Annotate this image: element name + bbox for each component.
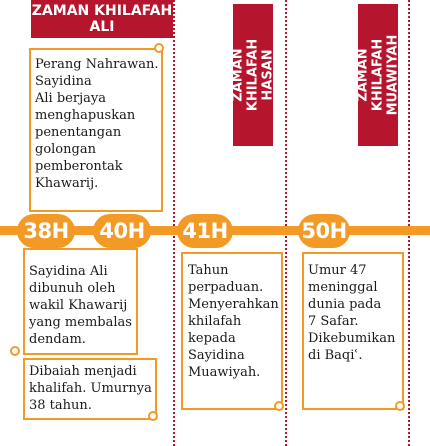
divider-ali-hasan: [173, 0, 175, 446]
era-header-muawiyah: [355, 4, 401, 146]
era-header-hasan: [230, 4, 276, 146]
event-box-hasan-death-marker: [395, 401, 405, 411]
event-text-hasan-peace: Tahun perpaduan. Menyerahkan khilafah kepada Sayidina Muawiyah.: [188, 263, 279, 380]
event-box-hasan-peace-marker: [274, 401, 284, 411]
era-header-ali-label: ZAMAN KHILAFAH ALI: [31, 3, 173, 35]
event-text-ali-killed: Sayidina Ali dibunuh oleh wakil Khawarij yang membalas dendam.: [29, 264, 132, 347]
event-text-hasan-death: Umur 47 meninggal dunia pada 7 Safar. Dikebumikan di Baqiʿ.: [308, 263, 396, 363]
year-marker-38h: 38H: [17, 214, 75, 248]
event-box-nahrawan-marker: [154, 43, 164, 53]
divider-right: [408, 0, 410, 446]
event-text-nahrawan: Perang Nahrawan. Sayidina Ali berjaya menghapuskan penentangan golongan pemberontak Khawarij.: [35, 57, 159, 191]
era-header-hasan-label: ZAMAN KHILAFAH HASAN: [230, 38, 276, 112]
year-marker-50h: 50H: [298, 214, 350, 248]
year-marker-40h: 40H: [93, 214, 151, 248]
event-text-ali-caliph: Dibaiah menjadi khalifah. Umurnya 38 tahun.: [29, 364, 152, 413]
era-header-muawiyah-label: ZAMAN KHILAFAH MUAWIYAH: [355, 34, 401, 116]
year-marker-41h: 41H: [177, 214, 233, 248]
era-header-ali: [31, 0, 173, 38]
divider-hasan-muawiyah: [285, 0, 287, 446]
event-box-ali-killed-marker: [10, 346, 20, 356]
